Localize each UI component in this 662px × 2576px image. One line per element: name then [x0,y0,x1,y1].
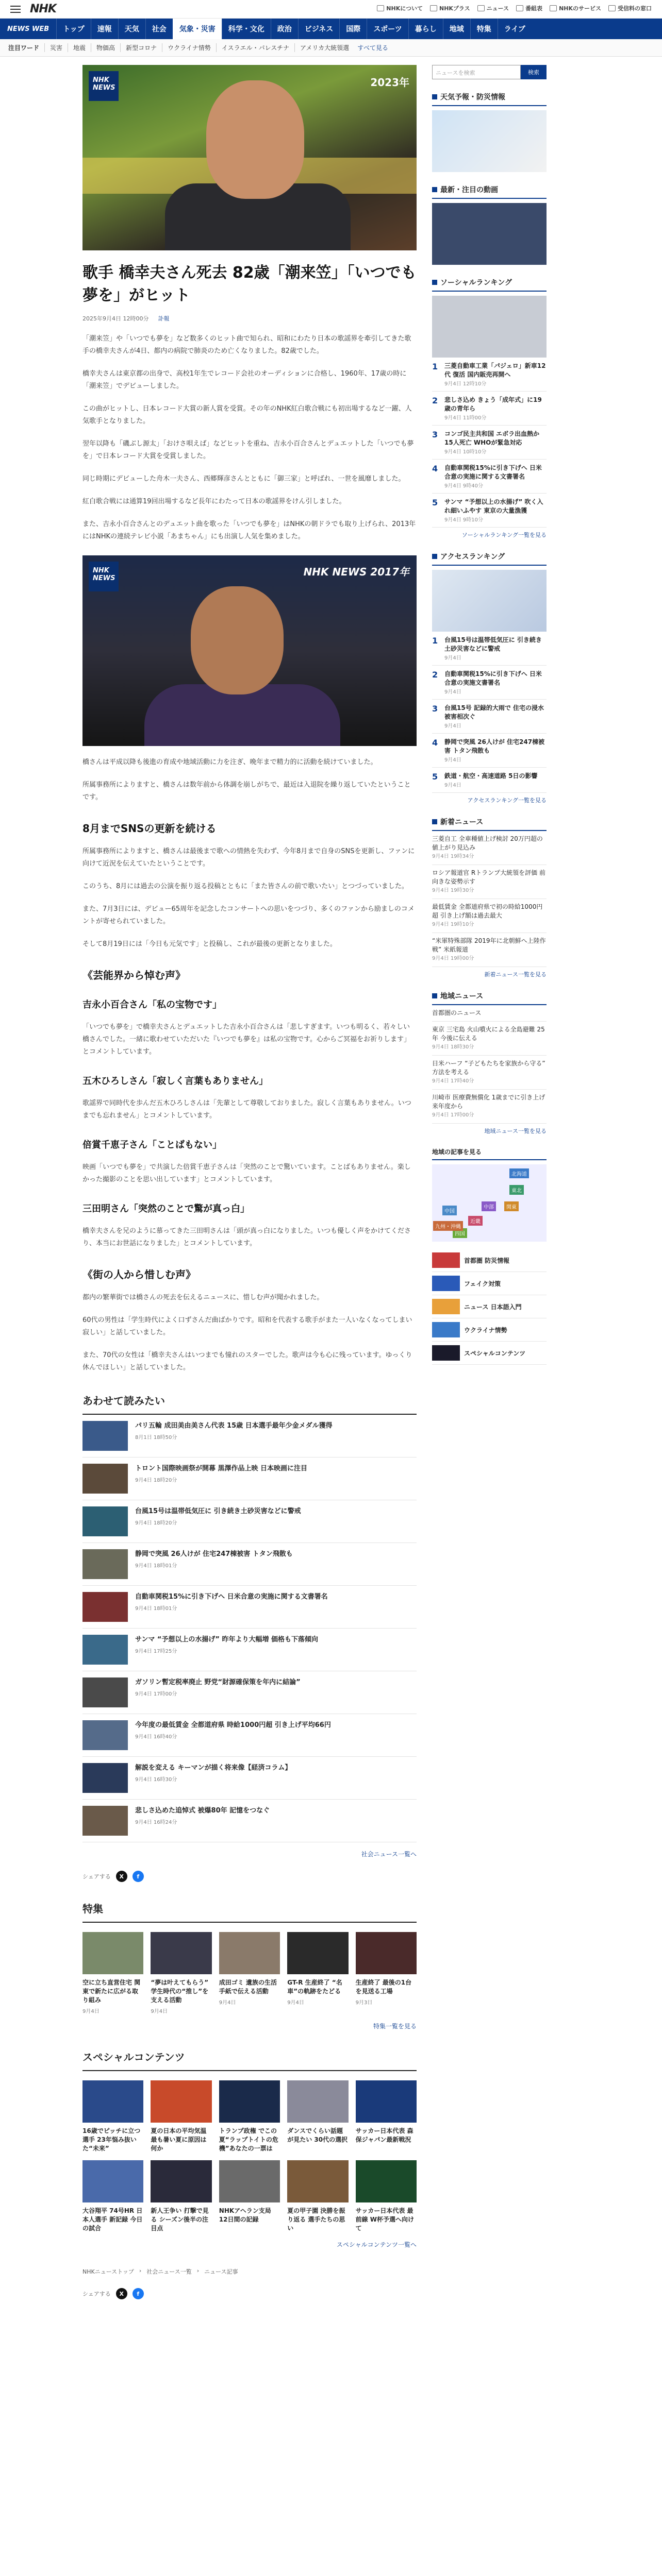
new-icon [432,819,437,824]
article-photo [82,555,417,746]
special-heading: スペシャルコンテンツ [82,2049,417,2071]
article-paragraph: 60代の男性は「学生時代によく口ずさんだ曲ばかりです。昭和を代表する歌手がまた一人いなくなってしまい寂しい」と話していました。 [82,1316,412,1336]
list-item[interactable] [82,1800,417,1842]
article-body [82,333,417,1374]
news-web-brand[interactable]: NEWS WEB [7,25,49,33]
thumbnail [82,1592,128,1622]
card-title: 夏の日本の平均気温 最も暑い夏に原因は何か [151,2127,207,2152]
fee-icon [608,5,616,11]
feature-card[interactable] [219,1932,280,2014]
trending-word[interactable]: ウクライナ情勢 [162,43,216,52]
voice-heading: 吉永小百合さん「私の宝物です」 [82,999,222,1010]
item-date: 9月4日 17時25分 [135,1649,177,1654]
card-title: ダンスでくらい話題が見たい 30代の選択 [287,2127,348,2143]
list-item[interactable]: 東京 三宅島 火山噴火による全島避難 25年 今後に伝える 9月4日 18時30分 [432,1022,547,1056]
related-heading: あわせて読みたい [82,1393,417,1415]
item-date: 9月4日 18時20分 [135,1520,177,1526]
nav-item-disaster[interactable]: 気象・災害 [173,19,222,39]
item-title: 静岡で突風 26人けが 住宅247棟被害 トタン飛散も [135,1550,293,1558]
tv-icon [430,5,437,11]
banner-item[interactable]: ニュース 日本語入門 [432,1295,547,1318]
card-image [287,2080,348,2123]
list-item[interactable] [82,1714,417,1757]
card-title: NHKアヘラン支局 12日間の記録 [219,2207,271,2223]
card-title: GT-R 生産終了 “名車”の軌跡をたどる [287,1979,342,1995]
video-icon [432,187,437,192]
hero-image [82,65,417,250]
card-title: 新人王争い 打撃で見る シーズン後半の注目点 [151,2207,209,2232]
ranking-item[interactable]: 2 自動車関税15%に引き下げへ 日米合意の実施文書署名 9月4日 [432,666,547,700]
special-card[interactable] [219,2080,280,2153]
breadcrumb-item[interactable]: NHKニューストップ [82,2268,134,2275]
article-paragraph: そして8月19日には「今日も元気です」と投稿し、これが最後の更新となりました。 [82,940,337,948]
features-more-link[interactable]: 特集一覧を見る [373,2023,417,2030]
article-paragraph: 所属事務所によりますと、橋さんは最後まで歌への情熱を失わず、今年8月まで自身のSNSを更新し、ファンに向けて近況を伝えていたということです。 [82,848,415,868]
thumbnail [82,1506,128,1536]
special-grid [82,2080,417,2233]
info-icon [377,5,384,11]
region-map [432,1164,547,1242]
item-title: 解説を変える キーマンが描く将来像【経済コラム】 [135,1764,292,1772]
region-button[interactable]: 近畿 [468,1216,483,1226]
banner-item[interactable]: 首都圏 防災情報 [432,1249,547,1272]
nav-item-international[interactable]: 国際 [339,19,367,39]
trending-word[interactable]: 新型コロナ [120,43,162,52]
hero-year: 2023年 [370,76,409,89]
access-ranking-image[interactable] [432,570,547,632]
recent-video-thumb[interactable] [432,203,547,265]
trending-word[interactable]: イスラエル・パレスチナ [216,43,294,52]
voice-heading: 倍賞千恵子さん「ことばもない」 [82,1140,222,1150]
nhk-news-badge: NHK NEWS [89,71,119,101]
top-link[interactable]: 番組表 [516,4,542,12]
ranking-icon [432,280,437,285]
ranking-item[interactable]: 4 静岡で突風 26人けが 住宅247棟被害 トタン飛散も 9月4日 [432,734,547,768]
nav-item-society[interactable]: 社会 [145,19,173,39]
list-item[interactable]: 首都圏のニュース [432,1005,547,1022]
article-paragraph: 橋幸夫さんは東京都の出身で、高校1年生でレコード会社のオーディションに合格し、1960年、17歳の時に「潮来笠」でデビューしました。 [82,370,407,390]
voice-text: 「いつでも夢を」で橋幸夫さんとデュエットした吉永小百合さんは「悲しすぎます。いつも明るく、若々しい橋さんでした。一緒に歌わせていただいた『いつでも夢を』は私の宝物です。心からご冥福をお祈りします」とコメントしています。 [82,1023,410,1056]
top-links [377,4,652,12]
share-bar [82,1871,417,1882]
facebook-share-icon[interactable]: f [133,1871,144,1882]
special-card[interactable] [151,2080,211,2153]
card-image [356,1932,417,1974]
item-date: 9月4日 16時40分 [135,1734,177,1740]
news-icon [477,5,485,11]
card-image [151,2080,211,2123]
list-item[interactable]: 日米ハーフ “子どもたちを家族から守る” 方法を考える 9月4日 17時40分 [432,1056,547,1090]
special-card[interactable] [219,2160,280,2233]
nav-item-top[interactable]: トップ [56,19,91,39]
voice-text: 映画「いつでも夢を」で共演した倍賞千恵子さんは「突然のことで驚いています。ことばもありません。楽しかった撮影のことを思い出しています」とコメントしています。 [82,1163,411,1183]
trending-word[interactable]: 災害 [44,43,68,52]
voice-text: 歌謡界で同時代を歩んだ五木ひろしさんは「先輩として尊敬しておりました。寂しく言葉もありません。いつまでも忘れません」とコメントしています。 [82,1099,411,1120]
banner-image [432,1299,460,1314]
item-date: 9月4日 16時30分 [135,1777,177,1783]
item-date: 9月4日 18時20分 [135,1478,177,1483]
card-image [151,2160,211,2202]
region-button[interactable]: 東北 [509,1185,524,1195]
share-label: シェアする [82,2291,111,2297]
article-paragraph: また、吉永小百合さんとのデュエット曲を歌った「いつでも夢を」はNHKの朝ドラでも取り上げられ、2013年にはNHKの連続テレビ小説「あまちゃん」にも出演し人気を集めました。 [82,520,416,540]
top-bar [0,0,662,19]
feature-card[interactable] [287,1932,348,2014]
ranking-item[interactable]: 5 鉄道・航空・高速道路 5日の影響 9月4日 [432,768,547,793]
access-more-link[interactable]: アクセスランキング一覧を見る [467,797,547,804]
voice-heading: 五木ひろしさん「寂しく言葉もありません」 [82,1076,268,1087]
top-link[interactable]: NHKについて [377,4,423,12]
voice-text: 橋幸夫さんを兄のように慕ってきた三田明さんは「頭が真っ白になりました。いつも優しく声をかけてくださり、本当にお世話になりました」とコメントしています。 [82,1227,411,1247]
x-share-icon[interactable]: X [116,2288,127,2299]
new-more-link[interactable]: 新着ニュース一覧を見る [484,971,547,978]
share-bar-bottom [82,2288,417,2299]
search-input[interactable]: ニュースを検索 [432,65,521,79]
ranking-item[interactable]: 1 三菱自動車工業「パジェロ」新車12代 復活 国内販売再開へ 9月4日 12時10分 [432,358,547,392]
local-icon [432,993,437,998]
trending-word[interactable]: アメリカ大統領選 [294,43,354,52]
card-title: 成田ゴミ 遺族の生活 手紙で伝える活動 [219,1979,277,1995]
region-button[interactable]: 中部 [482,1201,496,1211]
special-card[interactable] [287,2080,348,2153]
article-paragraph: 所属事務所によりますと、橋さんは数年前から体調を崩しがちで、最近は入退院を繰り返していたということです。 [82,781,411,801]
article-paragraph: また、7月3日には、デビュー65周年を記念したコンサートへの思いをつづり、多くのファンから励ましのコメントが寄せられていました。 [82,905,415,925]
item-date: 9月4日 17時00分 [135,1691,177,1697]
banner-image [432,1252,460,1268]
card-title: 夏の甲子園 決勝を振り返る 選手たちの思い [287,2207,345,2232]
trending-word[interactable]: 物価高 [91,43,120,52]
region-button[interactable]: 関東 [504,1201,519,1211]
article-paragraph: 同じ時期にデビューした舟木一夫さん、西郷輝彦さんとともに「御三家」と呼ばれ、一世を風靡しました。 [82,475,405,483]
list-item[interactable] [82,1757,417,1800]
article-paragraph: 紅白歌合戦には通算19回出場するなど長年にわたって日本の歌謡界をけん引しました。 [82,498,346,505]
item-title: 悲しさ込めた追悼式 被爆80年 記憶をつなぐ [135,1807,270,1815]
list-item[interactable]: ロシア報道官 Rトランプ大統領を評価 前向きな姿勢示す 9月4日 19時30分 [432,865,547,899]
access-ranking-heading: アクセスランキング [432,551,547,566]
thumbnail [82,1677,128,1707]
item-title: 今年度の最低賃金 全都道府県 時給1000円超 引き上げ平均66円 [135,1721,331,1729]
article-paragraph: 橋さんは平成以降も後進の育成や地域活動に力を注ぎ、晩年まで精力的に活動を続けていました。 [82,758,377,766]
article-paragraph: 都内の繁華街では橋さんの死去を伝えるニュースに、惜しむ声が聞かれました。 [82,1294,324,1301]
banner-item[interactable]: スペシャルコンテンツ [432,1342,547,1365]
sidebar [432,65,547,2299]
local-news-heading: 地域ニュース [432,991,547,1005]
new-news-heading: 新着ニュース [432,817,547,831]
item-title: 自動車関税15%に引き下げへ 日米合意の実施に関する文書署名 [135,1593,328,1601]
card-title: 16歳でピッチに立つ選手 23年悩み抜いた“未来” [82,2127,141,2152]
thumbnail [82,1421,128,1451]
main-nav [0,19,662,39]
list-item[interactable] [82,1543,417,1586]
article-meta [82,314,417,323]
thumbnail [82,1763,128,1793]
article-paragraph: 翌年以降も「磯ぶし源太」「おけさ唄えば」などヒットを重ね、吉永小百合さんとデュエットした「いつでも夢を」で日本レコード大賞を受賞しました。 [82,440,414,460]
nav-item-business[interactable]: ビジネス [298,19,340,39]
weather-map[interactable] [432,110,547,172]
facebook-share-icon[interactable]: f [133,2288,144,2299]
list-item[interactable]: 三菱自工 全車種値上げ検討 20万円超の値上がり見込み 9月4日 19時34分 [432,831,547,865]
section-heading: 8月までSNSの更新を続ける [82,822,217,835]
ranking-item[interactable]: 3 台風15号 記録的大雨で 住宅の浸水被害相次ぐ 9月4日 [432,700,547,734]
menu-icon[interactable] [10,6,21,13]
nav-item-science[interactable]: 科学・文化 [222,19,271,39]
card-image [356,2160,417,2202]
features-heading: 特集 [82,1901,417,1923]
top-link[interactable]: NHKプラス [430,4,470,12]
top-link[interactable]: 受信料の窓口 [608,4,652,12]
nhk-news-badge: NHK NEWS [89,562,119,591]
nav-item-weather[interactable]: 天気 [118,19,145,39]
trending-more-link[interactable]: すべて見る [357,44,388,52]
service-icon [550,5,557,11]
card-image [82,1932,143,1974]
list-item[interactable] [82,1586,417,1629]
banner-item[interactable]: ウクライナ情勢 [432,1318,547,1342]
special-card[interactable] [287,2160,348,2233]
local-more-link[interactable]: 地域ニュース一覧を見る [484,1128,547,1134]
features-grid [82,1932,417,2014]
banner-list [432,1249,547,1365]
section-heading: 《芸能界から悼む声》 [82,969,186,981]
card-image [219,1932,280,1974]
article-title: 歌手 橋幸夫さん死去 82歳「潮来笠」「いつでも夢を」がヒット [82,264,417,304]
breadcrumb-item: ニュース記事 [204,2268,238,2275]
card-title: 生産終了 最後の1台を見送る工場 [355,1979,412,1995]
special-card[interactable] [356,2080,417,2153]
item-title: 台風15号は温帯低気圧に 引き続き土砂災害などに警戒 [135,1507,301,1515]
feature-card[interactable] [151,1932,211,2014]
nav-item-feature[interactable]: 特集 [470,19,498,39]
card-image [219,2160,280,2202]
special-card[interactable] [82,2080,143,2153]
weather-icon [432,94,437,99]
region-button[interactable]: 九州・沖縄 [433,1221,463,1231]
article-paragraph: 「潮来笠」や「いつでも夢を」など数多くのヒット曲で知られ、昭和にわたり日本の歌謡界を牽引してきた歌手の橋幸夫さんが4日、都内の病院で肺炎のため亡くなりました。82歳でした。 [82,335,411,355]
region-button[interactable]: 中国 [442,1206,457,1215]
banner-image [432,1345,460,1361]
nhk-logo[interactable]: NHK [30,3,56,15]
card-date: 9月3日 [355,2000,373,2006]
list-item[interactable]: “米軍特殊部隊 2019年に北朝鮮へ上陸作戦” 米紙報道 9月4日 19時00分 [432,933,547,967]
region-button[interactable]: 北海道 [509,1168,529,1178]
list-item[interactable]: 川崎市 医療費無償化 1歳までに引き上げ 来年度から 9月4日 17時00分 [432,1090,547,1124]
voice-heading: 三田明さん「突然のことで驚が真っ白」 [82,1204,250,1214]
feature-card[interactable] [356,1932,417,2014]
list-item[interactable] [82,1629,417,1671]
banner-image [432,1322,460,1337]
item-title: サンマ “予想以上の水揚げ” 昨年より大幅増 価格も下落傾向 [135,1636,319,1643]
top-link[interactable]: NHKのサービス [550,4,601,12]
ranking-item[interactable]: 5 サンマ “予想以上の水揚げ” 吹く入れ細いふやす 東京の大量漁獲 9月4日 9時10分 [432,494,547,528]
ranking-item[interactable]: 4 自動車関税15%に引き下げへ 日米合意の実施に関する文書署名 9月4日 9時40分 [432,460,547,494]
list-item[interactable] [82,1671,417,1714]
card-image [151,1932,211,1974]
top-link[interactable]: ニュース [477,4,509,12]
card-title: トランプ政権 でこの夏“ラップトイトの危機”あなたの一票は [219,2127,278,2152]
banner-item[interactable]: フェイク対策 [432,1272,547,1295]
trending-word[interactable]: 地震 [68,43,91,52]
feature-card[interactable] [82,1932,143,2014]
trending-label: 注目ワード [8,44,40,52]
thumbnail [82,1720,128,1750]
article-paragraph: この曲がヒットし、日本レコード大賞の新人賞を受賞。その年のNHK紅白歌合戦にも初出場するなど一躍、人気歌手となりました。 [82,405,412,425]
social-ranking-heading: ソーシャルランキング [432,277,547,292]
map-heading: 地域の記事を見る [432,1147,547,1160]
item-date: 8月1日 18時50分 [135,1435,177,1440]
article-paragraph: このうち、8月には過去の公演を振り返る投稿とともに「また皆さんの前で歌いたい」とつづっていました。 [82,883,408,890]
article-main [82,65,417,2299]
card-image [82,2160,143,2202]
nav-item-life[interactable]: 暮らし [408,19,443,39]
card-date: 9月4日 [219,2000,236,2006]
nav-item-sports[interactable]: スポーツ [367,19,408,39]
ranking-item[interactable]: 2 悲しさ込め きょう「成年式」に19歳の青年ら 9月4日 11時00分 [432,392,547,426]
item-title: パリ五輪 成田美由美さん代表 15歳 日本選手最年少金メダル獲得 [135,1422,333,1430]
nav-item-live[interactable]: ライブ [498,19,532,39]
list-item[interactable] [82,1458,417,1500]
article-paragraph: また、70代の女性は「橋幸夫さんはいつまでも憧れのスターでした。歌声は今も心に残っています。ゆっくり休んでほしい」と話していました。 [82,1351,412,1371]
list-item[interactable] [82,1500,417,1543]
card-image [219,2080,280,2123]
card-date: 9月4日 [287,2000,304,2006]
card-date: 9月4日 [151,2009,168,2014]
article-date: 2025年9月4日 12時00分 [82,315,149,322]
search-box [432,65,547,79]
item-title: ガソリン暫定税率廃止 野党“財源確保策を年内に結論” [135,1679,301,1686]
item-date: 9月4日 18時01分 [135,1606,177,1612]
social-ranking-image[interactable] [432,296,547,358]
photo-year-tag: NHK NEWS 2017年 [303,566,409,578]
card-image [82,2080,143,2123]
nav-item-politics[interactable]: 政治 [271,19,298,39]
article-category[interactable]: 訃報 [158,315,170,322]
thumbnail [82,1635,128,1665]
card-title: サッカー日本代表 最前線 W杯予選へ向けて [355,2207,415,2232]
social-more-link[interactable]: ソーシャルランキング一覧を見る [461,532,547,538]
special-card[interactable] [151,2160,211,2233]
ranking-icon [432,554,437,559]
card-date: 9月4日 [82,2009,100,2014]
card-title: “夢は叶えてもらう” 学生時代の“推し”を支える活動 [151,1979,209,2004]
section-heading: 《街の人から惜しむ声》 [82,1268,196,1281]
special-card[interactable] [82,2160,143,2233]
list-item[interactable] [82,1415,417,1458]
region-button[interactable]: 四国 [453,1228,467,1238]
thumbnail [82,1806,128,1836]
schedule-icon [516,5,523,11]
related-more-link[interactable]: 社会ニュース一覧へ [361,1851,417,1858]
weather-heading[interactable]: 天気予報・防災情報 [432,92,547,106]
share-label: シェアする [82,1873,111,1880]
card-image [356,2080,417,2123]
card-image [287,2160,348,2202]
breadcrumb-item[interactable]: 社会ニュース一覧 [146,2268,192,2275]
nav-item-local[interactable]: 地域 [443,19,470,39]
item-title: トロント国際映画祭が開幕 黒澤作品上映 日本映画に注目 [135,1465,308,1472]
card-title: 空に立ち直営住宅 関東で新たに広がる取り組み [82,1979,141,2004]
card-title: 大谷翔平 74号HR 日本人選手 新記録 今日の試合 [82,2207,143,2232]
recent-video-heading[interactable]: 最新・注目の動画 [432,184,547,199]
trending-words [0,39,662,57]
ranking-item[interactable]: 1 台風15号は温帯低気圧に 引き続き土砂災害などに警戒 9月4日 [432,632,547,666]
list-item[interactable]: 最低賃金 全都道府県で初の時給1000円超 引き上げ額は過去最大 9月4日 19時10分 [432,899,547,933]
thumbnail [82,1464,128,1494]
search-button[interactable]: 検索 [521,65,547,79]
related-list [82,1415,417,1842]
ranking-item[interactable]: 3 コンゴ民主共和国 エボラ出血熱か 15人死亡 WHOが緊急対応 9月4日 10時10分 [432,426,547,460]
x-share-icon[interactable]: X [116,1871,127,1882]
special-more-link[interactable]: スペシャルコンテンツ一覧へ [336,2241,417,2248]
item-date: 9月4日 18時01分 [135,1563,177,1569]
card-image [287,1932,348,1974]
breadcrumb: NHKニューストップ › 社会ニュース一覧 › ニュース記事 [82,2267,238,2275]
special-card[interactable] [356,2160,417,2233]
nav-item-breaking[interactable]: 速報 [91,19,118,39]
item-date: 9月4日 16時24分 [135,1820,177,1825]
banner-image [432,1276,460,1291]
card-title: サッカー日本代表 森保ジャパン最新戦況 [355,2127,413,2143]
thumbnail [82,1549,128,1579]
